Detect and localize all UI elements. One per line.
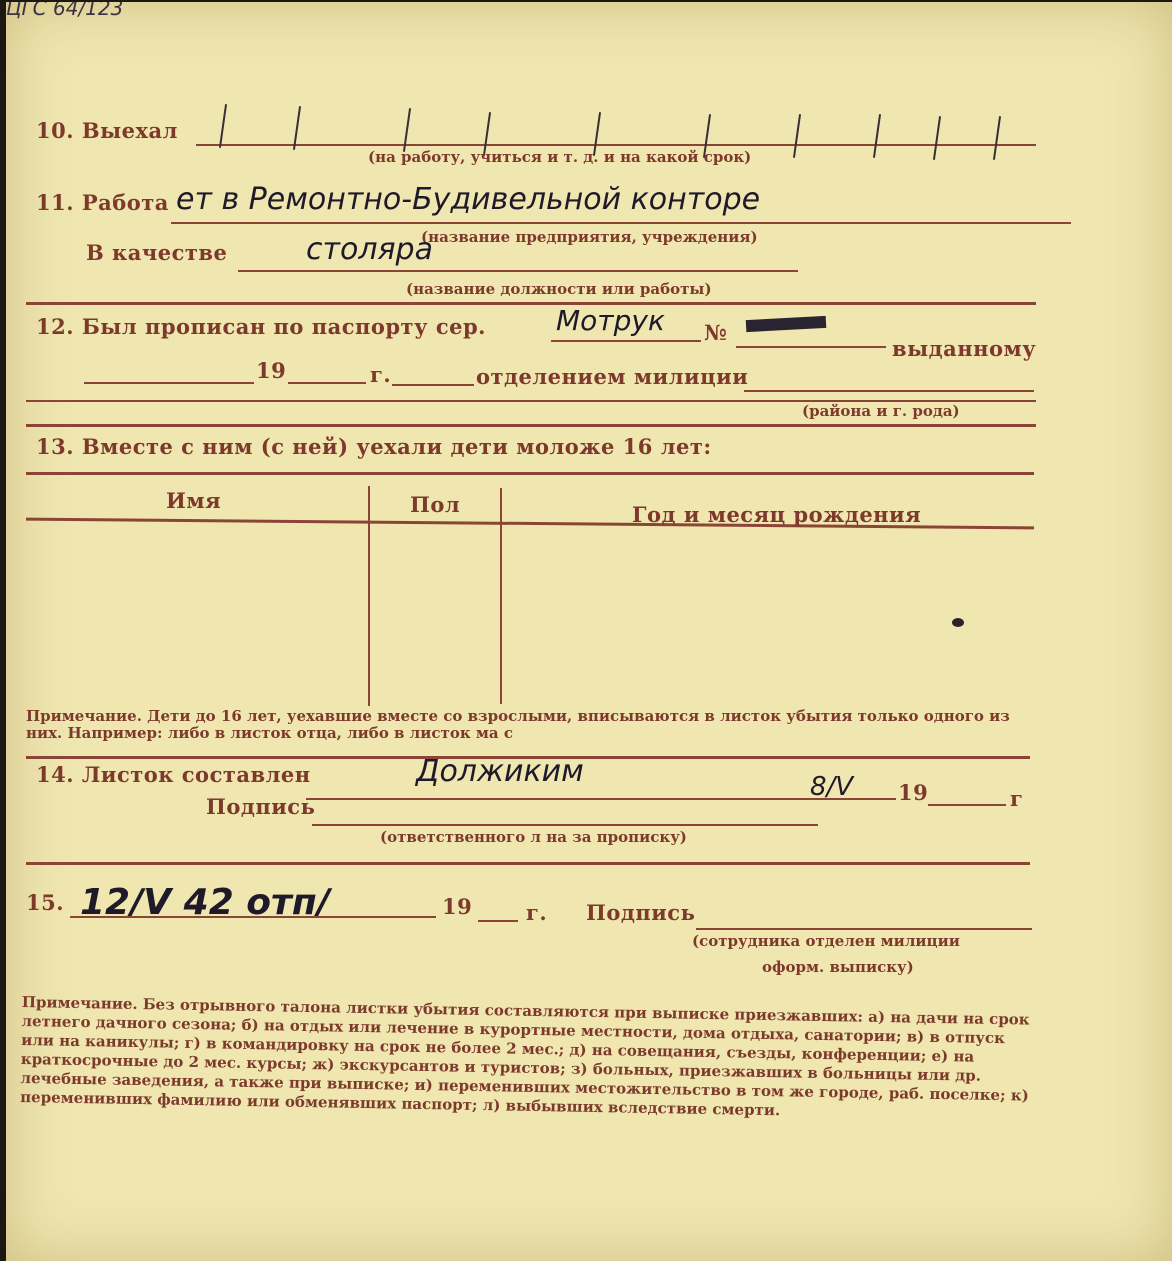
row15-signature-label: Подпись bbox=[586, 900, 696, 925]
row15-caption-2: оформ. выписку) bbox=[762, 958, 914, 976]
row11-position-caption: (название должности или работы) bbox=[406, 280, 712, 298]
divider-4 bbox=[26, 862, 1030, 865]
row11-handwritten: ет в Ремонтно-Будивельной конторе bbox=[176, 182, 761, 217]
corner-note: ЦГС 64/123 bbox=[6, 2, 124, 20]
row12-dept-line bbox=[744, 390, 1034, 392]
row11-position-hand: столяра bbox=[306, 232, 433, 267]
table-top-line bbox=[26, 472, 1034, 475]
row14-year-suffix: г bbox=[1010, 786, 1024, 811]
row14-hand: Должиким bbox=[416, 754, 584, 789]
row15-year-suffix: г. bbox=[526, 900, 548, 925]
row12-series-hand: Мотрук bbox=[556, 304, 665, 337]
row12-issued: выданному bbox=[892, 336, 1037, 361]
row14-signature-line bbox=[312, 824, 818, 826]
table-header-birth: Год и месяц рождения bbox=[632, 502, 922, 527]
row14-line bbox=[306, 798, 896, 800]
table-header-sex: Пол bbox=[410, 492, 461, 517]
row12-number-line bbox=[736, 346, 886, 348]
row12-day-line bbox=[84, 382, 254, 384]
row10-caption: (на работу, учиться и т. д. и на какой срок) bbox=[368, 148, 752, 166]
row14-caption: (ответственного л на за прописку) bbox=[380, 828, 687, 846]
row11-position-line bbox=[238, 270, 798, 272]
note1: Примечание. Дети до 16 лет, уехавшие вместе со взрослыми, вписываются в листок убытия только одного из них. Например: либо в листок отца, либо в листок ма с bbox=[26, 707, 1010, 742]
row12-no-label: № bbox=[704, 320, 728, 345]
row15-signature-line bbox=[696, 928, 1032, 930]
row14-year-prefix: 19 bbox=[898, 780, 929, 805]
row10-label: 10. Выехал bbox=[36, 118, 178, 143]
row15-year-line bbox=[478, 920, 518, 922]
row15-date-line bbox=[70, 916, 436, 918]
row15-year-prefix: 19 bbox=[442, 894, 473, 919]
row12-label: 12. Был прописан по паспорту сер. bbox=[36, 314, 486, 339]
row12-series-line bbox=[551, 340, 701, 342]
divider-1 bbox=[26, 302, 1036, 305]
table-col-divider-2 bbox=[500, 488, 502, 704]
row11-line bbox=[171, 222, 1071, 224]
ink-blot bbox=[952, 618, 964, 627]
row12-dept: отделением милиции bbox=[476, 364, 749, 389]
row14-year-line bbox=[928, 804, 1006, 806]
row10-line bbox=[196, 144, 1036, 146]
note2-head: Примечание. bbox=[21, 992, 138, 1014]
row15-hand: 12/V 42 отп/ bbox=[80, 882, 330, 923]
row15-label: 15. bbox=[26, 890, 65, 915]
table-col-divider-1 bbox=[368, 486, 370, 706]
row12-number-crossout bbox=[746, 316, 827, 332]
row12-year-prefix: 19 bbox=[256, 358, 287, 383]
row14-signature-label: Подпись bbox=[206, 794, 316, 819]
row12-caption: (района и г. рода) bbox=[802, 402, 960, 420]
row13-label: 13. Вместе с ним (с ней) уехали дети моложе 16 лет: bbox=[36, 434, 712, 459]
row11-position-label: В качестве bbox=[86, 240, 228, 265]
note2 bbox=[20, 992, 1034, 1124]
row11-label: 11. Работа bbox=[36, 190, 169, 215]
divider-2 bbox=[26, 424, 1036, 427]
row14-date-hand: 8/V bbox=[810, 772, 854, 802]
row11-caption: (название предприятия, учреждения) bbox=[421, 228, 758, 246]
row15-caption-1: (сотрудника отделен милиции bbox=[692, 932, 960, 950]
row14-label: 14. Листок составлен bbox=[36, 762, 311, 787]
note2-text: Без отрывного талона листки убытия составляются при выписке приезжавших: а) на дачи на срок летнего дачного сезона; б) на отдых или лечение в курортные местности, дома отдыха, санатории; в) в отпуск или на каникулы; г) в командировку на срок не более 2 мес.; д) на совещания, съезды, конференции; е) на краткосрочные до 2 мес. курсы; ж) экскурсантов и туристов; з) больных, приезжавших в больницы или др. лечебные заведения, а также при выписке; и) переменивших местожительство в том же городе, раб. поселке; к) переменивших фамилию или обменявших паспорт; л) выбывших вследствие смерти. bbox=[20, 995, 1030, 1120]
row12-year-suffix: г. bbox=[370, 362, 392, 387]
document-sheet bbox=[6, 2, 1172, 1261]
row12-year-line bbox=[288, 382, 366, 384]
table-header-name: Имя bbox=[166, 488, 222, 513]
row12-mid-line bbox=[392, 384, 474, 386]
